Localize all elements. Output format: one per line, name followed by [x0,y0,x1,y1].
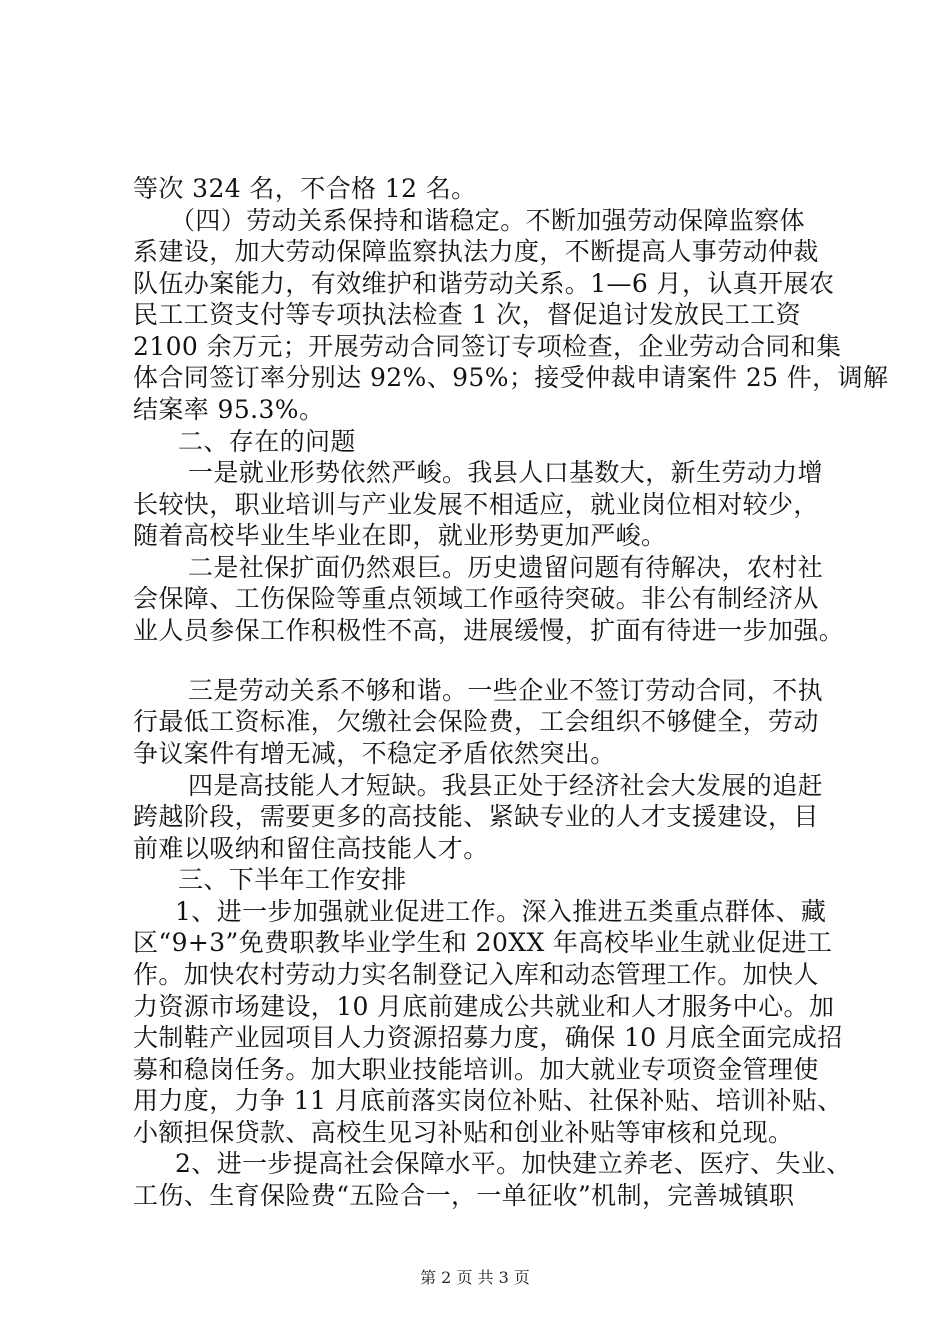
text-line: 随着高校毕业生毕业在即，就业形势更加严峻。 [133,521,667,550]
text-line: 一是就业形势依然严峻。我县人口基数大，新生劳动力增 [188,458,824,487]
text-line: 区“9+3”免费职教毕业学生和 20XX 年高校毕业生就业促进工 [133,928,833,957]
text-line: 1、进一步加强就业促进工作。深入推进五类重点群体、藏 [175,897,827,926]
text-line: 工伤、生育保险费“五险合一，一单征收”机制，完善城镇职 [133,1181,795,1210]
text-line: 结案率 95.3%。 [133,395,325,424]
text-line: 作。加快农村劳动力实名制登记入库和动态管理工作。加快人 [133,960,819,989]
text-line: 等次 324 名，不合格 12 名。 [133,174,477,203]
text-line: 用力度，力争 11 月底前落实岗位补贴、社保补贴、培训补贴、 [133,1086,843,1115]
text-line: 民工工资支付等专项执法检查 1 次，督促追讨发放民工工资 [133,300,802,329]
text-line: 长较快，职业培训与产业发展不相适应，就业岗位相对较少， [133,490,819,519]
text-line: （四）劳动关系保持和谐稳定。不断加强劳动保障监察体 [170,206,806,235]
text-line: 小额担保贷款、高校生见习补贴和创业补贴等审核和兑现。 [133,1118,794,1147]
text-line: 会保障、工伤保险等重点领域工作亟待突破。非公有制经济从 [133,584,819,613]
text-line: 体合同签订率分别达 92%、95%；接受仲裁申请案件 25 件，调解 [133,363,889,392]
text-line: 大制鞋产业园项目人力资源招募力度，确保 10 月底全面完成招 [133,1023,843,1052]
text-line: 队伍办案能力，有效维护和谐劳动关系。1—6 月，认真开展农 [133,269,835,298]
text-line: 业人员参保工作积极性不高，进展缓慢，扩面有待进一步加强。 [133,616,845,645]
text-line: 2100 余万元；开展劳动合同签订专项检查，企业劳动合同和集 [133,332,842,361]
text-line: 三是劳动关系不够和谐。一些企业不签订劳动合同，不执 [188,676,824,705]
page-footer: 第 2 页 共 3 页 [420,1268,530,1287]
text-line: 二是社保扩面仍然艰巨。历史遗留问题有待解决，农村社 [188,553,824,582]
text-line: 力资源市场建设，10 月底前建成公共就业和人才服务中心。加 [133,992,835,1021]
text-line: 前难以吸纳和留住高技能人才。 [133,834,489,863]
text-line: 行最低工资标准，欠缴社会保险费，工会组织不够健全，劳动 [133,707,819,736]
text-line: 系建设，加大劳动保障监察执法力度，不断提高人事劳动仲裁 [133,237,819,266]
text-line: 四是高技能人才短缺。我县正处于经济社会大发展的追赶 [188,771,824,800]
text-line: 争议案件有增无减，不稳定矛盾依然突出。 [133,739,616,768]
text-line: 2、进一步提高社会保障水平。加快建立养老、医疗、失业、 [175,1149,852,1178]
section-heading: 三、下半年工作安排 [178,865,407,894]
section-heading: 二、存在的问题 [178,427,356,456]
text-line: 跨越阶段，需要更多的高技能、紧缺专业的人才支援建设，目 [133,802,819,831]
text-line: 募和稳岗任务。加大职业技能培训。加大就业专项资金管理使 [133,1055,819,1084]
